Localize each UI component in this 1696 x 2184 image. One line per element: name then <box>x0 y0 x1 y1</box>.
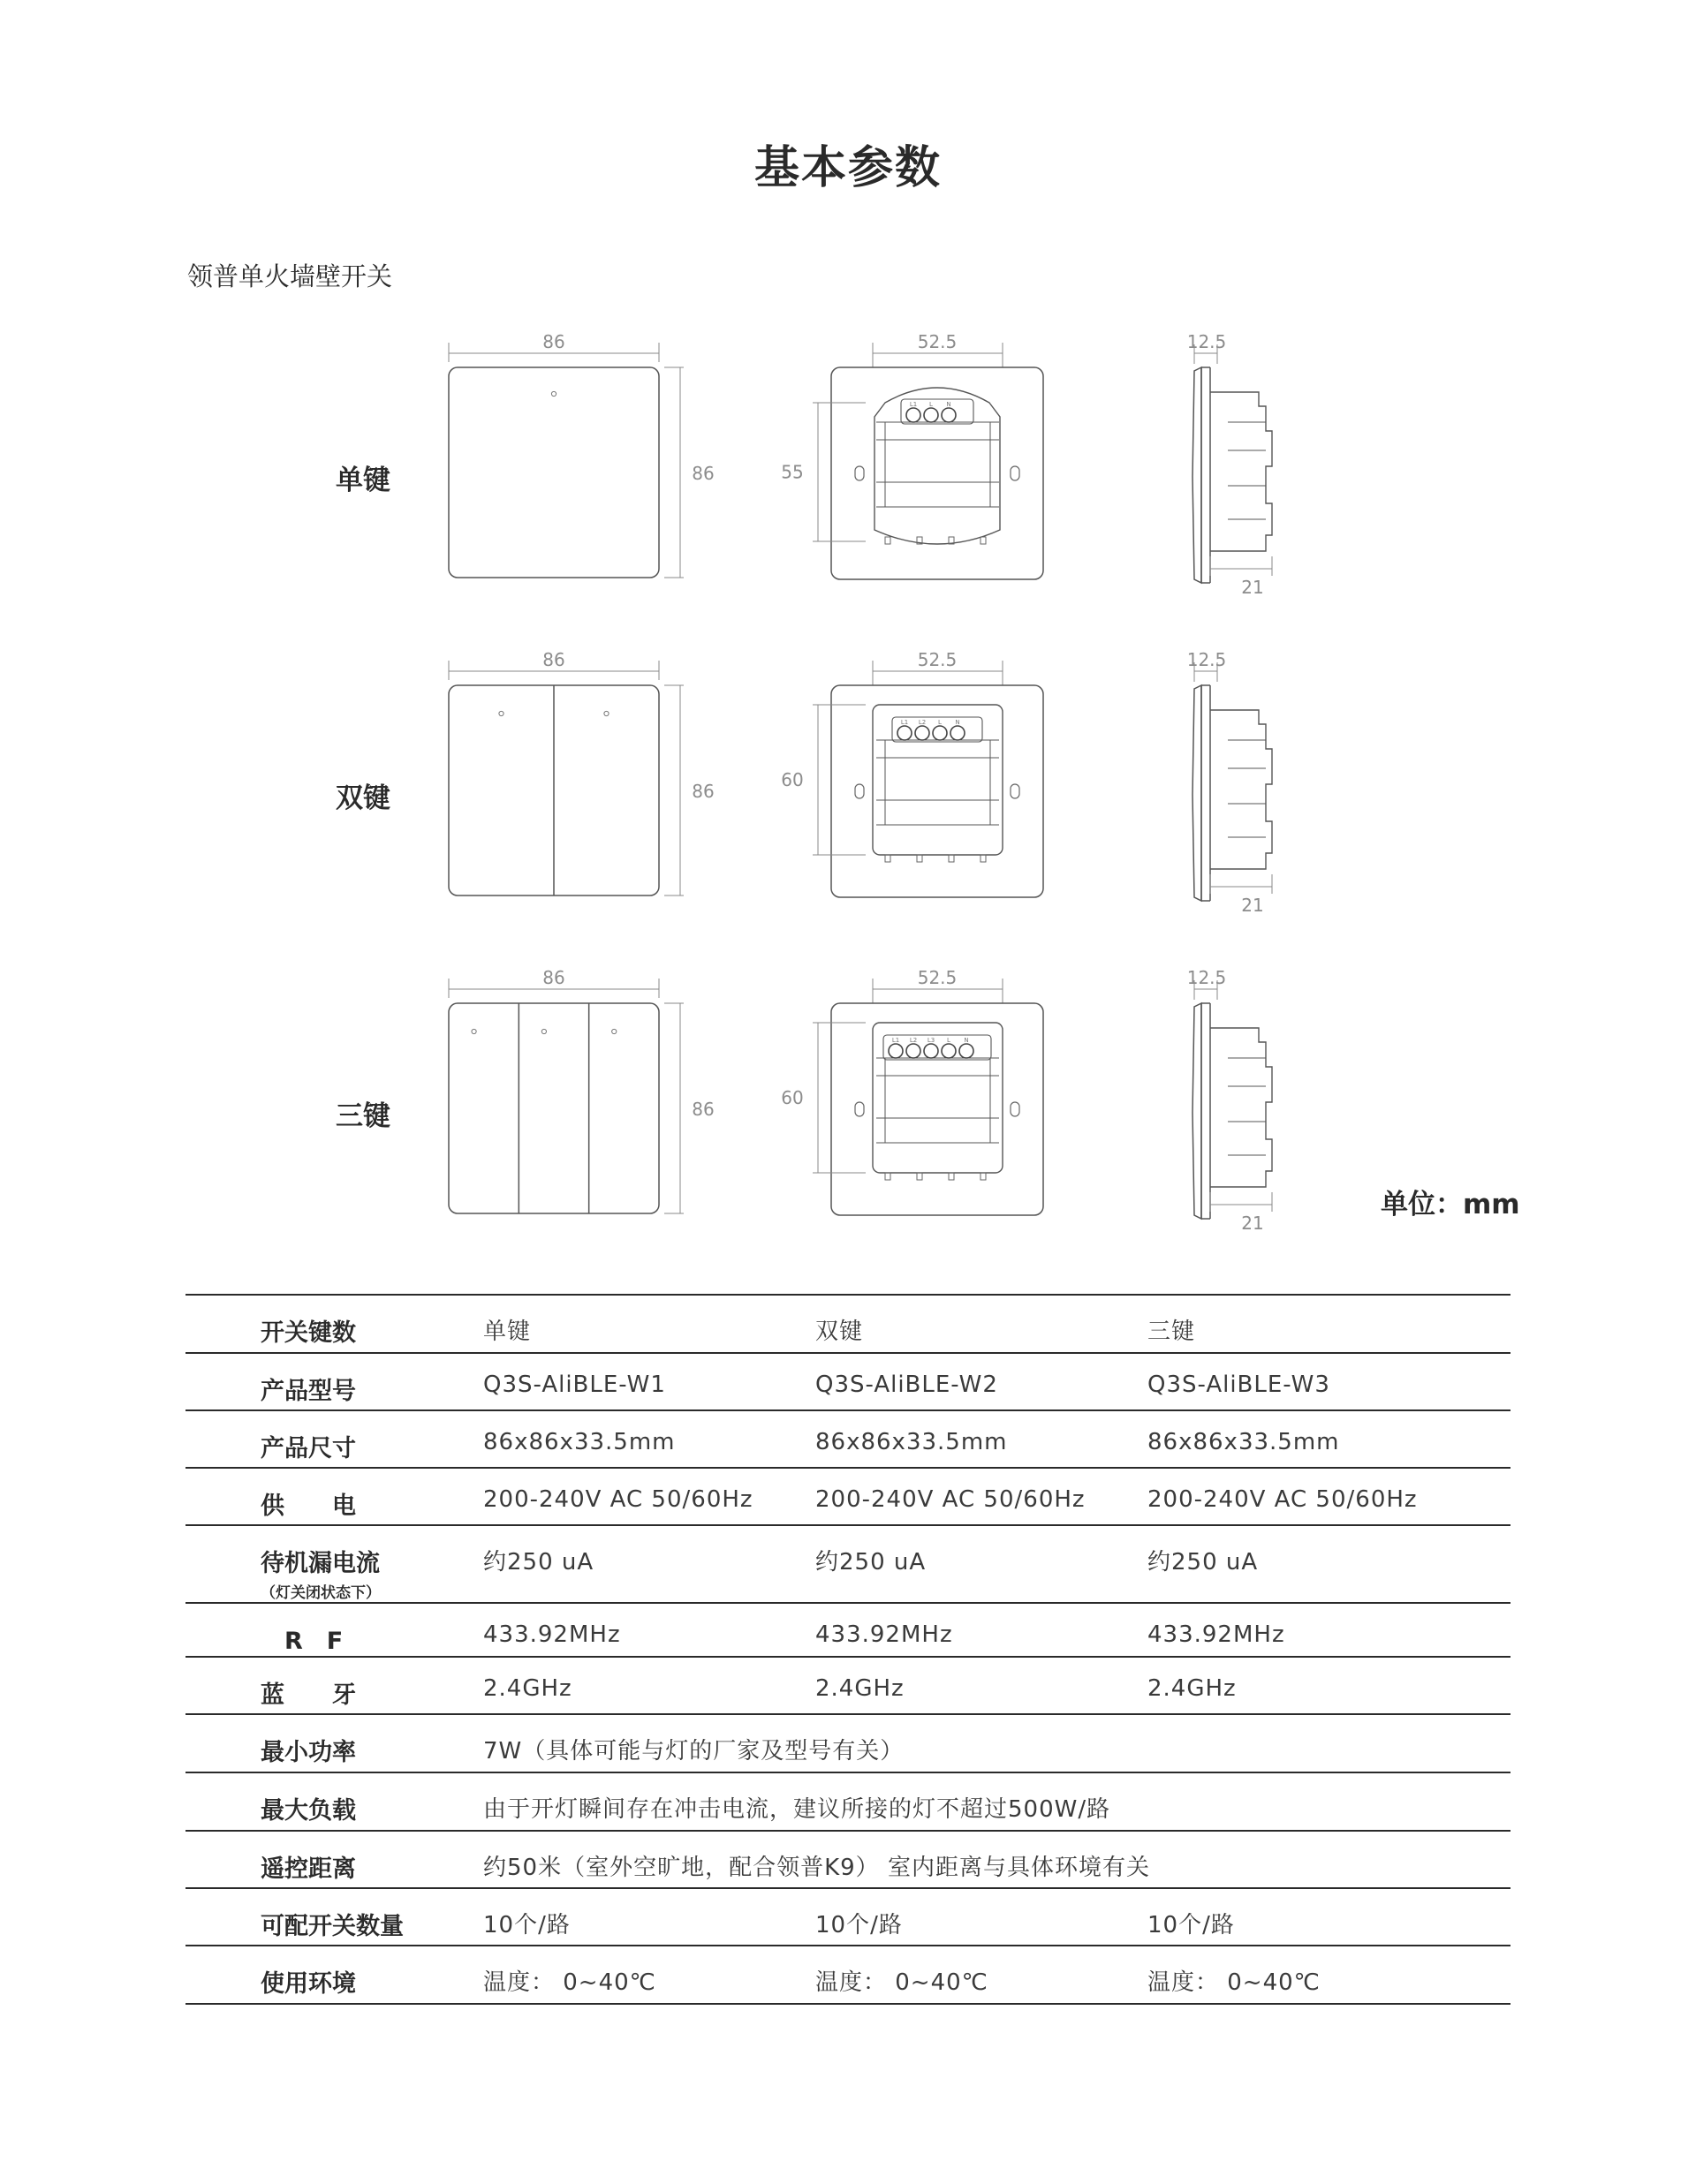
spec-value: 86x86x33.5mm <box>483 1410 815 1468</box>
width-dimension-label: 86 <box>542 649 565 670</box>
spec-value: 三键 <box>1147 1295 1510 1353</box>
spec-label-cell <box>186 1410 483 1468</box>
spec-value: 温度： 0~40℃ <box>815 1946 1147 2004</box>
page-title: 基本参数 <box>753 142 942 194</box>
side-cover <box>1192 1003 1201 1219</box>
spec-value: 433.92MHz <box>483 1603 815 1657</box>
spec-row <box>186 1772 1510 1831</box>
front-view-drawing <box>433 636 716 927</box>
spec-table <box>186 1294 1510 2005</box>
back-width-dimension-label: 52.5 <box>917 967 958 988</box>
spec-value: Q3S-AliBLE-W2 <box>815 1353 1147 1410</box>
back-view-drawing <box>768 636 1051 927</box>
spec-label: 最大负载 <box>261 1797 356 1825</box>
spec-value: 温度： 0~40℃ <box>1147 1946 1510 2004</box>
spec-label-cell <box>186 1295 483 1353</box>
terminal-label: L <box>938 719 942 726</box>
spec-row <box>186 1657 1510 1714</box>
width-dimension-label: 86 <box>542 967 565 988</box>
spec-value: 约250 uA <box>1147 1525 1510 1603</box>
spec-row <box>186 1603 1510 1657</box>
spec-value: 10个/路 <box>483 1888 815 1946</box>
variant-label: 双键 <box>336 782 390 814</box>
spec-value: 约250 uA <box>815 1525 1147 1603</box>
back-width-dimension-label: 52.5 <box>917 649 958 670</box>
spec-label: 遥控距离 <box>261 1855 356 1883</box>
spec-label: 开关键数 <box>261 1319 356 1347</box>
spec-value: 温度： 0~40℃ <box>483 1946 815 2004</box>
height-dimension-label: 86 <box>692 781 715 802</box>
spec-row <box>186 1714 1510 1772</box>
terminal-label: L3 <box>927 1037 935 1044</box>
spec-label-cell <box>186 1946 483 2004</box>
side-view-drawing <box>1175 636 1316 936</box>
width-dimension-label: 86 <box>542 331 565 352</box>
switch-plate <box>449 367 659 578</box>
front-view-drawing <box>433 954 716 1245</box>
side-view-drawing <box>1175 954 1316 1254</box>
spec-value: 2.4GHz <box>815 1657 1147 1714</box>
spec-label-cell <box>186 1468 483 1525</box>
terminal-label: L <box>947 1037 950 1044</box>
product-name: 领普单火墙壁开关 <box>187 261 393 291</box>
spec-row <box>186 1525 1510 1603</box>
spec-value: 433.92MHz <box>815 1603 1147 1657</box>
side-depth-dimension-label: 12.5 <box>1186 967 1227 988</box>
spec-row <box>186 1410 1510 1468</box>
spec-value: 200-240V AC 50/60Hz <box>1147 1468 1510 1525</box>
variant-label: 三键 <box>336 1100 390 1132</box>
spec-value: Q3S-AliBLE-W1 <box>483 1353 815 1410</box>
switch-plate <box>449 1003 659 1213</box>
terminal-label: L1 <box>900 719 909 726</box>
side-body-dimension-label: 21 <box>1241 577 1264 598</box>
spec-label-note: （灯关闭状态下） <box>261 1584 381 1602</box>
terminal-label: L2 <box>909 1037 918 1044</box>
spec-label-cell <box>186 1603 483 1657</box>
spec-value: 200-240V AC 50/60Hz <box>483 1468 815 1525</box>
spec-label: 供 电 <box>261 1493 356 1520</box>
side-view-drawing <box>1175 318 1316 618</box>
spec-value: 86x86x33.5mm <box>815 1410 1147 1468</box>
spec-value: 7W（具体可能与灯的厂家及型号有关） <box>483 1714 1510 1772</box>
spec-label-cell <box>186 1831 483 1888</box>
back-height-dimension-label: 55 <box>781 461 804 483</box>
terminal-label: N <box>946 401 951 408</box>
spec-label-cell <box>186 1772 483 1831</box>
spec-value: 86x86x33.5mm <box>1147 1410 1510 1468</box>
spec-row <box>186 1888 1510 1946</box>
spec-label: 产品尺寸 <box>261 1435 356 1462</box>
side-body-dimension-label: 21 <box>1241 895 1264 916</box>
side-cover <box>1192 367 1201 583</box>
spec-label-cell <box>186 1888 483 1946</box>
back-height-dimension-label: 60 <box>781 769 804 790</box>
spec-label-cell <box>186 1714 483 1772</box>
spec-value: Q3S-AliBLE-W3 <box>1147 1353 1510 1410</box>
spec-value: 约250 uA <box>483 1525 815 1603</box>
terminal-label: L2 <box>918 719 927 726</box>
spec-value: 10个/路 <box>1147 1888 1510 1946</box>
spec-label: 使用环境 <box>261 1970 356 1998</box>
spec-row <box>186 1295 1510 1353</box>
spec-label: 待机漏电流 <box>261 1550 380 1577</box>
back-view-drawing <box>768 954 1051 1245</box>
side-body-dimension-label: 21 <box>1241 1213 1264 1234</box>
spec-value: 433.92MHz <box>1147 1603 1510 1657</box>
spec-value: 2.4GHz <box>1147 1657 1510 1714</box>
spec-label: 产品型号 <box>261 1378 356 1405</box>
spec-label: R F <box>261 1628 344 1655</box>
spec-label: 最小功率 <box>261 1739 356 1766</box>
spec-value: 200-240V AC 50/60Hz <box>815 1468 1147 1525</box>
spec-value: 单键 <box>483 1295 815 1353</box>
side-depth-dimension-label: 12.5 <box>1186 649 1227 670</box>
back-height-dimension-label: 60 <box>781 1087 804 1108</box>
spec-label-cell <box>186 1657 483 1714</box>
terminal-label: L <box>929 401 933 408</box>
spec-label: 蓝 牙 <box>261 1681 356 1709</box>
module-side-profile <box>1210 710 1272 869</box>
height-dimension-label: 86 <box>692 1099 715 1120</box>
side-cover <box>1192 685 1201 901</box>
module-side-profile <box>1210 392 1272 551</box>
terminal-label: N <box>955 719 960 726</box>
spec-label-cell <box>186 1353 483 1410</box>
spec-value: 双键 <box>815 1295 1147 1353</box>
terminal-label: L1 <box>891 1037 900 1044</box>
module-side-profile <box>1210 1028 1272 1187</box>
spec-row <box>186 1353 1510 1410</box>
spec-label-cell <box>186 1525 483 1603</box>
back-view-drawing <box>768 318 1051 609</box>
terminal-label: N <box>964 1037 969 1044</box>
spec-value: 10个/路 <box>815 1888 1147 1946</box>
side-depth-dimension-label: 12.5 <box>1186 331 1227 352</box>
height-dimension-label: 86 <box>692 463 715 484</box>
unit-label: 单位：mm <box>1381 1189 1520 1220</box>
terminal-label: L1 <box>909 401 918 408</box>
spec-row <box>186 1946 1510 2004</box>
spec-value: 2.4GHz <box>483 1657 815 1714</box>
variant-label: 单键 <box>336 465 390 496</box>
spec-row <box>186 1468 1510 1525</box>
spec-row <box>186 1831 1510 1888</box>
spec-value: 由于开灯瞬间存在冲击电流，建议所接的灯不超过500W/路 <box>483 1772 1510 1831</box>
back-width-dimension-label: 52.5 <box>917 331 958 352</box>
spec-value: 约50米（室外空旷地，配合领普K9） 室内距离与具体环境有关 <box>483 1831 1510 1888</box>
front-view-drawing <box>433 318 716 609</box>
spec-label: 可配开关数量 <box>261 1913 404 1940</box>
